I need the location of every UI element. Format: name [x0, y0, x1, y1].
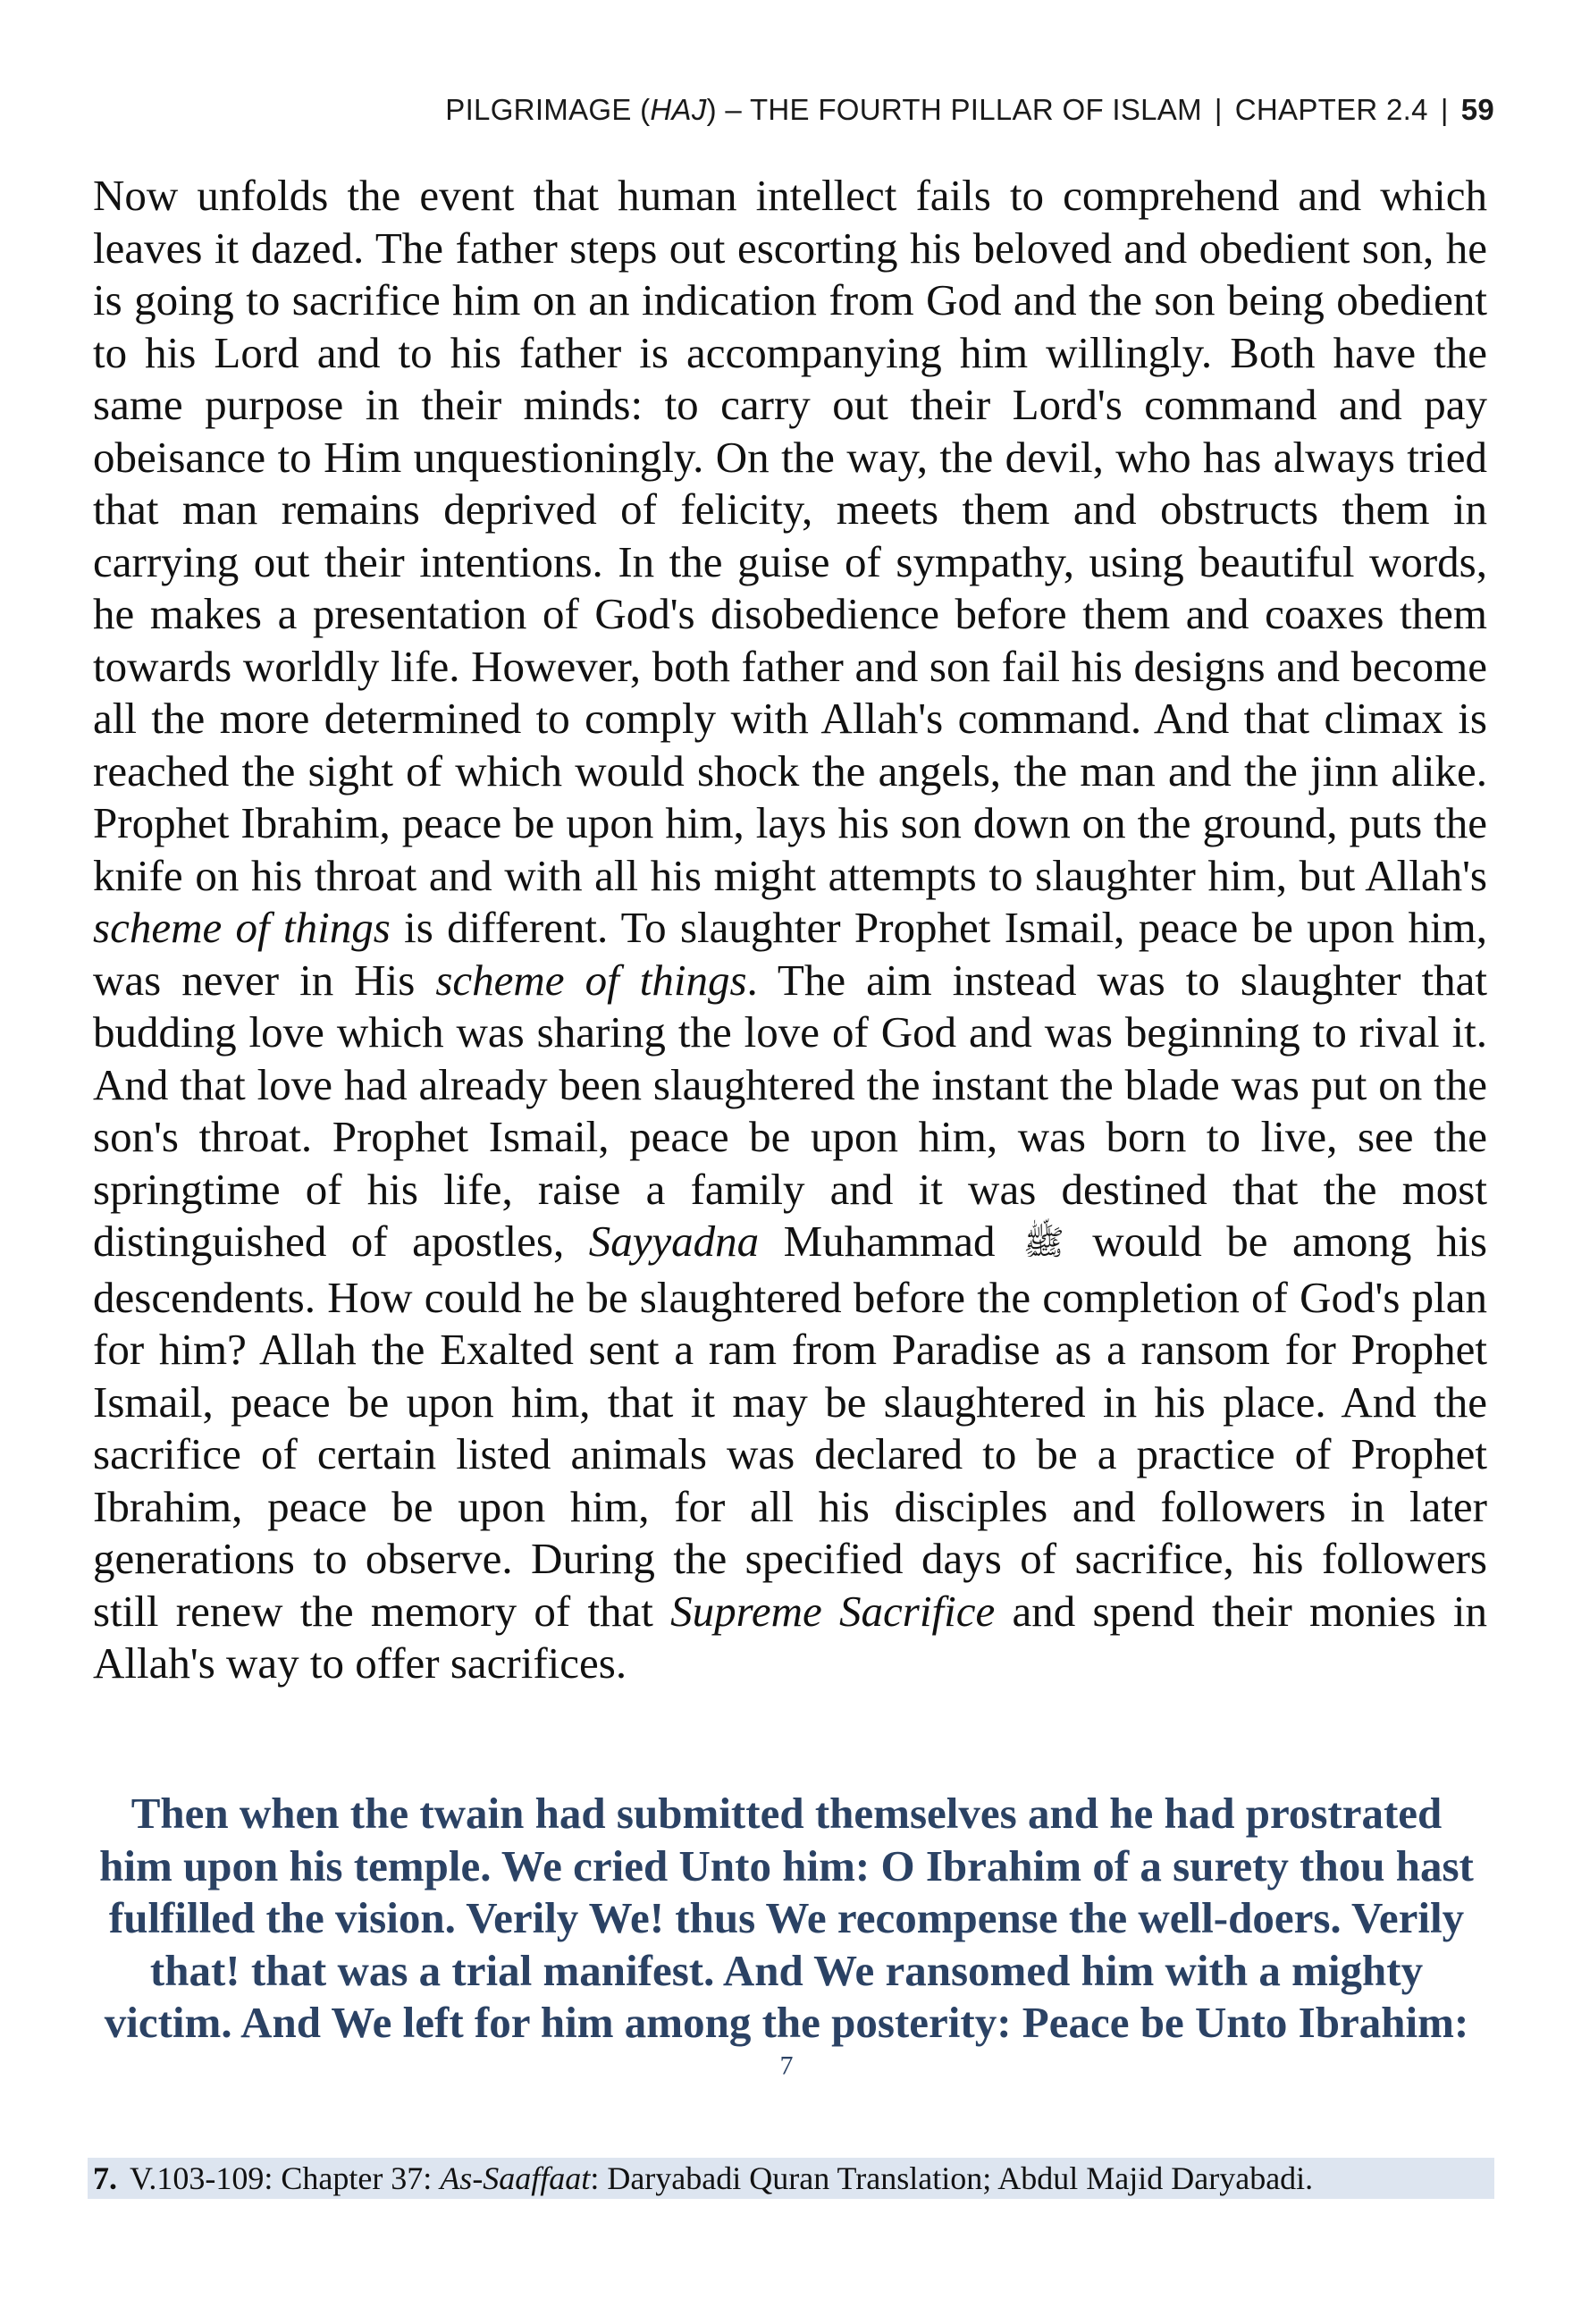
header-title-italic: HAJ: [650, 93, 707, 126]
footnote-text: V.103-109: Chapter 37:: [130, 2160, 441, 2196]
body-paragraph: [93, 170, 1487, 1690]
header-title-prefix: PILGRIMAGE (: [445, 93, 651, 126]
body-italic-segment: Supreme Sacrifice: [670, 1586, 996, 1636]
page-number: 59: [1460, 93, 1494, 126]
header-title-suffix: ) – THE FOURTH PILLAR OF ISLAM: [706, 93, 1202, 126]
body-text-segment: Now unfolds the event that human intellect fails to comprehend and which leaves it dazed. The father steps out escorting his beloved and obedient son, he is going to sacrifice him on an indication from God and the son being obedient to his Lord and to his father is accompanying him willingly. Both have the same purpose in their minds: to carry out their Lord's command and pay obeisance to Him unquestioningly. On the way, the devil, who has always tried that man remains deprived of felicity, meets them and obstructs them in carrying out their intentions. In the guise of sympathy, using beautiful words, he makes a presentation of God's disobedience before them and coaxes them towards worldly life. However, both father and son fail his designs and become all the more determined to comply with Allah's command. And that climax is reached the sight of which would shock the angels, the man and the jinn alike. Prophet Ibrahim, peace be upon him, lays his son down on the ground, puts the knife on his throat and with all his might attempts to slaughter him, but Allah's: [93, 171, 1487, 900]
body-text-segment: Muhammad: [759, 1217, 1020, 1266]
footnote-number: 7.: [93, 2160, 117, 2196]
footnote-italic: As-Saaffaat: [440, 2160, 591, 2196]
body-italic-segment: scheme of things: [93, 903, 391, 952]
quran-quote: [98, 1788, 1475, 2101]
quote-text: Then when the twain had submitted themselves and he had prostrated him upon his temple. We cried Unto him: O Ibrahim of a surety thou hast fulfilled the vision. Verily We! thus We recompense the well-doers. Verily that! that was a trial manifest. And We ransomed him with a mighty victim. And We left for him among the posterity: Peace be Unto Ibrahim:: [99, 1789, 1474, 2047]
header-separator: |: [1440, 93, 1449, 126]
body-italic-segment: Sayyadna: [588, 1217, 760, 1266]
header-chapter: CHAPTER 2.4: [1234, 93, 1428, 126]
footnote: [88, 2158, 1494, 2199]
footnote-text: : Daryabadi Quran Translation; Abdul Majid Daryabadi.: [590, 2160, 1314, 2196]
running-header: [445, 93, 1494, 127]
body-text-segment: and spend their monies in Allah's way to offer sacrifices.: [93, 1586, 1487, 1688]
footnote-reference[interactable]: 7: [779, 2050, 794, 2081]
body-text-segment: is different. To slaughter Prophet Ismail, peace be upon him, was never in His: [93, 903, 1487, 1005]
body-italic-segment: scheme of things: [435, 955, 747, 1005]
header-separator: |: [1214, 93, 1223, 126]
body-text-segment: . The aim instead was to slaughter that budding love which was sharing the love of God and was beginning to rival it. And that love had already been slaughtered the instant the blade was put on the son's throat. Prophet Ismail, peace be upon him, was born to live, see the springtime of his life, raise a family and it was destined that the most distinguished of apostles,: [93, 955, 1487, 1266]
body-text-segment: would be among his descendents. How could he be slaughtered before the completion of God's plan for him? Allah the Exalted sent a ram from Paradise as a ransom for Prophet Ismail, peace be upon him, that it may be slaughtered in his place. And the sacrifice of certain listed animals was declared to be a practice of Prophet Ibrahim, peace be upon him, for all his disciples and followers in later generations to observe. During the specified days of sacrifice, his followers still renew the memory of that: [93, 1217, 1487, 1636]
honorific-glyph: ﷺ: [1022, 1225, 1064, 1262]
